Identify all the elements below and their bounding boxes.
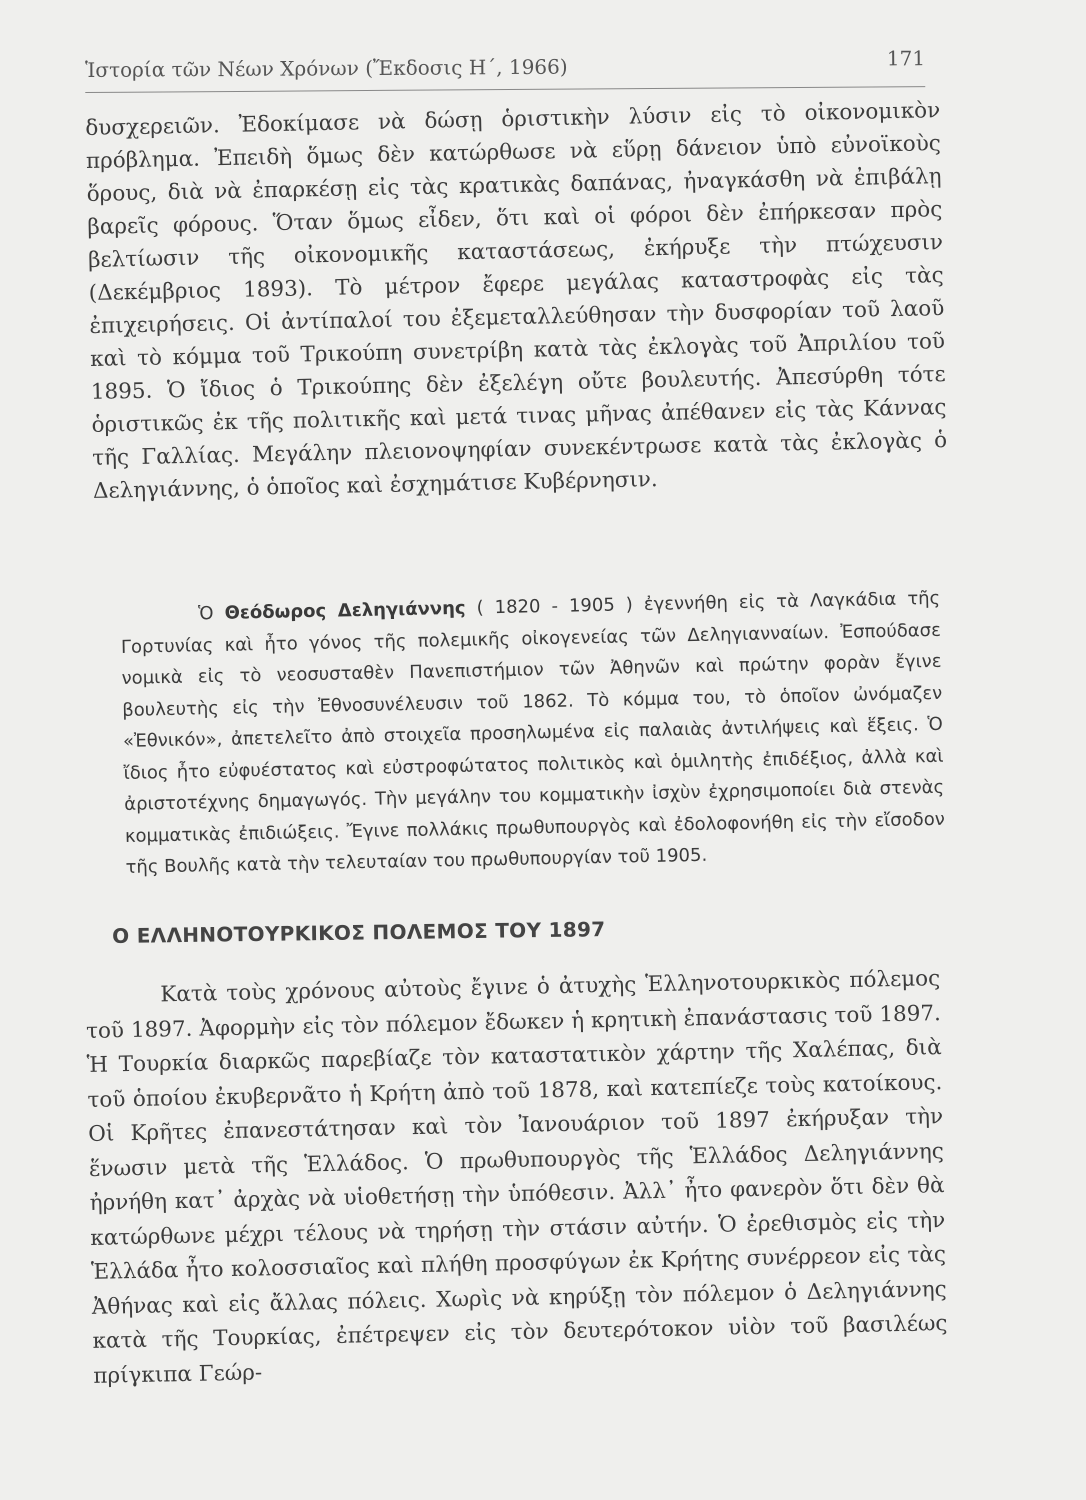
note-text: ( 1820 - 1905 ) ἐγεννήθη εἰς τὰ Λαγκάδια τῆς Γορτυνίας καὶ ἦτο γόνος τῆς πολεμικῆς οἰκογενείας τῶν Δεληγιανναίων. Ἐσπούδασε νομικὰ εἰς τὸ νεοσυσταθὲν Πανεπιστήμιον τῶν Ἀθηνῶν καὶ πρώτην φορὰν ἔγινε βουλευτὴς εἰς τὴν Ἐθνοσυνέλευσιν τοῦ 1862. Τὸ κόμμα του, τὸ ὁποῖον ὠνόμαζεν «Ἐθνικόν», ἀπετελεῖτο ἀπὸ στοιχεῖα προσηλωμένα εἰς παλαιὰς ἀντιλήψεις καὶ ἕξεις. Ὁ ἴδιος ἦτο εὐφυέστατος καὶ εὐστροφώτατος πολιτικὸς καὶ ὁμιλητὴς ἐπιδέξιος, ἀλλὰ καὶ ἀριστοτέχνης δημαγωγός. Τὴν μεγάλην του κομματικὴν ἰσχὺν ἐχρησιμοποίει διὰ στενὰς κομματικὰς ἐπιδιώξεις. Ἔγινε πολλάκις πρωθυπουργὸς καὶ ἐδολοφονήθη εἰς τὴν εἴσοδον τῆς Βουλῆς κατὰ τὴν τελευταίαν του πρωθυπουργίαν τοῦ 1905. [120,587,945,878]
paragraph-1: δυσχερειῶν. Ἐδοκίμασε νὰ δώσῃ ὁριστικὴν λύσιν εἰς τὸ οἰκονομικὸν πρόβλημα. Ἐπειδὴ ὅμως δὲν κατώρθωσε νὰ εὕρῃ δάνειον ὑπὸ εὐνοϊκοὺς ὅρους, διὰ νὰ ἐπαρκέσῃ εἰς τὰς κρατικὰς δαπάνας, ἠναγκάσθη νὰ ἐπιβάλῃ βαρεῖς φόρους. Ὅταν ὅμως εἶδεν, ὅτι καὶ οἱ φόροι δὲν ἐπήρκεσαν πρὸς βελτίωσιν τῆς οἰκονομικῆς καταστάσεως, ἐκήρυξε τὴν πτώχευσιν (Δεκέμβριος 1893). Τὸ μέτρον ἔφερε μεγάλας καταστροφὰς εἰς τὰς ἐπιχειρήσεις. Οἱ ἀντίπαλοί του ἐξεμεταλλεύθησαν τὴν δυσφορίαν τοῦ λαοῦ καὶ τὸ κόμμα τοῦ Τρικούπη συνετρίβη κατὰ τὰς ἐκλογὰς τοῦ Ἀπριλίου τοῦ 1895. Ὁ ἴδιος ὁ Τρικούπης δὲν ἐξελέγη οὔτε βουλευτής. Ἀπεσύρθη τότε ὁριστικῶς ἐκ τῆς πολιτικῆς καὶ μετά τινας μῆνας ἀπέθανεν εἰς τὰς Κάννας τῆς Γαλλίας. Μεγάλην πλειονοψηφίαν συνεκέντρωσε κατὰ τὰς ἐκλογὰς ὁ Δεληγιάννης, ὁ ὁποῖος καὶ ἐσχημάτισε Κυβέρνησιν. [85,98,948,504]
page-number: 171 [886,46,926,71]
paragraph-2 [85,962,948,1394]
paragraph-2-text: Κατὰ τοὺς χρόνους αὐτοὺς ἔγινε ὁ ἀτυχὴς Ἑλληνοτουρκικὸς πόλεμος τοῦ 1897. Ἀφορμὴν εἰς τὸν πόλεμον ἔδωκεν ἡ κρητικὴ ἐπανάστασις τοῦ 1897. Ἡ Τουρκία διαρκῶς παρεβίαζε τὸν καταστατικὸν χάρτην τῆς Χαλέπας, διὰ τοῦ ὁποίου ἐκυβερνᾶτο ἡ Κρήτη ἀπὸ τοῦ 1878, καὶ κατεπίεζε τοὺς κατοίκους. Οἱ Κρῆτες ἐπανεστάτησαν καὶ τὸν Ἰανουάριον τοῦ 1897 ἐκήρυξαν τὴν ἕνωσιν μετὰ τῆς Ἑλλάδος. Ὁ πρωθυπουργὸς τῆς Ἑλλάδος Δεληγιάννης ἠρνήθη κατ᾽ ἀρχὰς νὰ υἱοθετήσῃ τὴν ὑπόθεσιν. Ἀλλ᾽ ἦτο φανερὸν ὅτι δὲν θὰ κατώρθωνε μέχρι τέλους νὰ τηρήσῃ τὴν στάσιν αὐτήν. Ὁ ἐρεθισμὸς εἰς τὴν Ἑλλάδα ἦτο κολοσσιαῖος καὶ πλήθη προσφύγων ἐκ Κρήτης συνέρρεον εἰς τὰς Ἀθήνας καὶ εἰς ἄλλας πόλεις. Χωρὶς νὰ κηρύξῃ τὸν πόλεμον ὁ Δεληγιάννης κατὰ τῆς Τουρκίας, ἐπέτρεψεν εἰς τὸν δευτερότοκον υἱὸν τοῦ βασιλέως πρίγκιπα Γεώρ- [85,966,948,1389]
note-lead: Ὁ [198,603,214,625]
section-heading: Ο ΕΛΛΗΝΟΤΟΥΡΚΙΚΟΣ ΠΟΛΕΜΟΣ ΤΟΥ 1897 [112,917,606,948]
running-header [85,46,925,92]
note-name: Θεόδωρος Δεληγιάννης [224,597,466,624]
biographical-note [120,583,946,884]
header-title: Ἱστορία τῶν Νέων Χρόνων (Ἔκδοσις Η΄, 1966) [85,54,568,82]
header-rule [85,86,925,93]
